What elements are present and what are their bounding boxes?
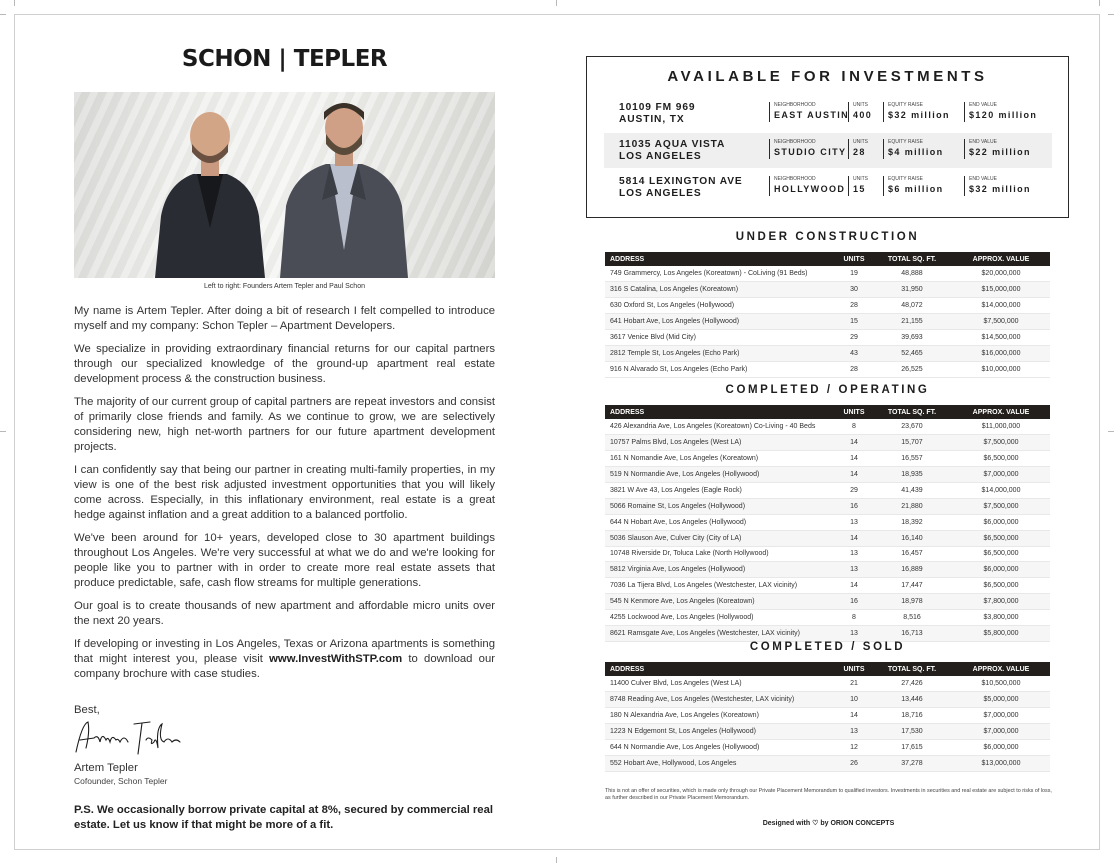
- value-cell: $6,000,000: [952, 562, 1050, 578]
- sqft-cell: 48,072: [872, 297, 952, 313]
- table-row: [605, 313, 1050, 329]
- investment-end-value: $32 million: [969, 184, 1031, 194]
- column-header-address: ADDRESS: [605, 662, 836, 676]
- sqft-cell: 16,140: [872, 530, 952, 546]
- units-cell: 13: [836, 723, 872, 739]
- address-cell: 1223 N Edgemont St, Los Angeles (Hollywood): [605, 723, 836, 739]
- units-cell: 8: [836, 419, 872, 434]
- crop-mark: [0, 14, 6, 15]
- brand-logo: SCHON | TEPLER: [181, 46, 388, 72]
- sqft-cell: 16,557: [872, 450, 952, 466]
- value-cell: $16,000,000: [952, 345, 1050, 361]
- under-construction-table: [605, 252, 1050, 378]
- sqft-cell: 52,465: [872, 345, 952, 361]
- investment-address: [619, 139, 725, 163]
- address-cell: 545 N Kenmore Ave, Los Angeles (Koreatown): [605, 594, 836, 610]
- crop-mark: [1099, 0, 1100, 6]
- investment-neighborhood-label: NEIGHBORHOOD: [774, 102, 816, 108]
- sqft-cell: 18,716: [872, 707, 952, 723]
- investment-end-cell: [964, 139, 1031, 159]
- intro-letter: [74, 304, 495, 690]
- column-header-sqft: TOTAL SQ. FT.: [872, 405, 952, 419]
- column-header-value: APPROX. VALUE: [952, 662, 1050, 676]
- table-row: [605, 594, 1050, 610]
- address-cell: 161 N Nomandie Ave, Los Angeles (Koreatown): [605, 450, 836, 466]
- investment-neighborhood-cell: [769, 139, 846, 159]
- letter-paragraph: I can confidently say that being our partner in creating multi-family properties, in my view is one of the best risk adjusted investment opportunities that you will likely come across. Especially, in this inflationary environment, real estate is a great hedge against inflation and a great addition to a balanced portfolio.: [74, 464, 495, 521]
- sqft-cell: 18,392: [872, 514, 952, 530]
- column-header-units: UNITS: [836, 252, 872, 266]
- crop-mark: [1108, 14, 1114, 15]
- address-cell: 644 N Normandie Ave, Los Angeles (Hollywood): [605, 739, 836, 755]
- address-cell: 5812 Virginia Ave, Los Angeles (Hollywood): [605, 562, 836, 578]
- investment-address-line: 10109 FM 969: [619, 102, 696, 113]
- investment-end-value: $22 million: [969, 147, 1031, 157]
- units-cell: 28: [836, 297, 872, 313]
- table-row: [605, 626, 1050, 642]
- value-cell: $6,500,000: [952, 450, 1050, 466]
- units-cell: 28: [836, 361, 872, 377]
- investment-city-line: LOS ANGELES: [619, 151, 702, 162]
- letter-paragraph: We specialize in providing extraordinary financial returns for our capital partners through our specialized knowledge of the ground-up apartment real estate development process & the construction business.: [74, 343, 495, 385]
- table-row: [605, 281, 1050, 297]
- column-header-sqft: TOTAL SQ. FT.: [872, 662, 952, 676]
- table-row: [605, 739, 1050, 755]
- investment-units-value: 15: [853, 184, 866, 194]
- completed-sold-table: [605, 662, 1050, 772]
- sqft-cell: 48,888: [872, 266, 952, 281]
- sqft-cell: 39,693: [872, 329, 952, 345]
- address-cell: 10757 Palms Blvd, Los Angeles (West LA): [605, 434, 836, 450]
- column-header-units: UNITS: [836, 405, 872, 419]
- investment-units-label: UNITS: [853, 139, 868, 145]
- units-cell: 14: [836, 466, 872, 482]
- units-cell: 8: [836, 610, 872, 626]
- investment-row: [604, 170, 1052, 205]
- letter-paragraph: My name is Artem Tepler. After doing a bit of research I felt compelled to introduce myself and my company: Schon Tepler – Apartment Developers.: [74, 305, 495, 332]
- value-cell: $13,000,000: [952, 755, 1050, 771]
- value-cell: $7,800,000: [952, 594, 1050, 610]
- value-cell: $7,000,000: [952, 466, 1050, 482]
- address-cell: 316 S Catalina, Los Angeles (Koreatown): [605, 281, 836, 297]
- investment-neighborhood-value: STUDIO CITY: [774, 147, 847, 157]
- value-cell: $10,000,000: [952, 361, 1050, 377]
- sqft-cell: 23,670: [872, 419, 952, 434]
- photo-caption: Left to right: Founders Artem Tepler and Paul Schon: [204, 283, 365, 290]
- address-cell: 644 N Hobart Ave, Los Angeles (Hollywood): [605, 514, 836, 530]
- address-cell: 5066 Romaine St, Los Angeles (Hollywood): [605, 498, 836, 514]
- investment-row: [604, 96, 1052, 131]
- investment-units-label: UNITS: [853, 176, 868, 182]
- investment-equity-value: $4 million: [888, 147, 944, 157]
- table-row: [605, 450, 1050, 466]
- investment-address: [619, 102, 696, 126]
- value-cell: $7,000,000: [952, 723, 1050, 739]
- table-row: [605, 723, 1050, 739]
- value-cell: $7,500,000: [952, 434, 1050, 450]
- table-row: [605, 329, 1050, 345]
- investment-equity-value: $32 million: [888, 110, 950, 120]
- completed-sold-title: COMPLETED / SOLD: [749, 641, 906, 653]
- sqft-cell: 15,707: [872, 434, 952, 450]
- investment-row: [604, 133, 1052, 168]
- table-row: [605, 434, 1050, 450]
- investment-neighborhood-cell: [769, 102, 849, 122]
- investment-units-label: UNITS: [853, 102, 868, 108]
- table-row: [605, 361, 1050, 377]
- table-header-row: [605, 405, 1050, 419]
- crop-mark: [556, 0, 557, 6]
- address-cell: 519 N Normandie Ave, Los Angeles (Hollywood): [605, 466, 836, 482]
- investment-address-line: 5814 LEXINGTON AVE: [619, 176, 743, 187]
- address-cell: 552 Hobart Ave, Hollywood, Los Angeles: [605, 755, 836, 771]
- units-cell: 14: [836, 578, 872, 594]
- investment-address-line: 11035 AQUA VISTA: [619, 139, 726, 150]
- value-cell: $5,000,000: [952, 691, 1050, 707]
- investment-units-cell: [848, 139, 868, 159]
- investment-equity-label: EQUITY RAISE: [888, 139, 923, 145]
- address-cell: 10748 Riverside Dr, Toluca Lake (North Hollywood): [605, 546, 836, 562]
- signature: [72, 718, 184, 758]
- investment-equity-cell: [883, 139, 944, 159]
- units-cell: 16: [836, 594, 872, 610]
- value-cell: $15,000,000: [952, 281, 1050, 297]
- investment-neighborhood-label: NEIGHBORHOOD: [774, 139, 816, 145]
- sqft-cell: 31,950: [872, 281, 952, 297]
- investment-end-label: END VALUE: [969, 139, 997, 145]
- sqft-cell: 21,155: [872, 313, 952, 329]
- investment-equity-label: EQUITY RAISE: [888, 176, 923, 182]
- address-cell: 749 Grammercy, Los Angeles (Koreatown) - CoLiving (91 Beds): [605, 266, 836, 281]
- investment-city-line: LOS ANGELES: [619, 188, 702, 199]
- sqft-cell: 16,457: [872, 546, 952, 562]
- value-cell: $10,500,000: [952, 676, 1050, 691]
- investment-address: [619, 176, 743, 200]
- column-header-sqft: TOTAL SQ. FT.: [872, 252, 952, 266]
- units-cell: 26: [836, 755, 872, 771]
- value-cell: $6,500,000: [952, 530, 1050, 546]
- sqft-cell: 27,426: [872, 676, 952, 691]
- crop-mark: [556, 857, 557, 863]
- founder-right-figure: [274, 100, 414, 278]
- units-cell: 29: [836, 482, 872, 498]
- sqft-cell: 41,439: [872, 482, 952, 498]
- letter-paragraph: Our goal is to create thousands of new apartment and affordable micro units over the next 20 years.: [74, 600, 495, 627]
- crop-mark: [14, 0, 15, 6]
- table-row: [605, 345, 1050, 361]
- website-link[interactable]: www.InvestWithSTP.com: [269, 653, 403, 665]
- units-cell: 14: [836, 707, 872, 723]
- value-cell: $14,000,000: [952, 482, 1050, 498]
- investment-neighborhood-cell: [769, 176, 845, 196]
- table-row: [605, 482, 1050, 498]
- disclaimer: This is not an offer of securities, which is made only through our Private Placement Memorandum to qualified investors. Investments in securities and real estate are subject to risks of loss, as further described in our Private Placement Memorandum.: [605, 788, 1052, 801]
- investment-city-line: AUSTIN, TX: [619, 114, 685, 125]
- table-header-row: [605, 662, 1050, 676]
- value-cell: $7,500,000: [952, 313, 1050, 329]
- table-row: [605, 562, 1050, 578]
- column-header-address: ADDRESS: [605, 405, 836, 419]
- sqft-cell: 18,978: [872, 594, 952, 610]
- investment-units-value: 28: [853, 147, 866, 157]
- table-row: [605, 707, 1050, 723]
- address-cell: 426 Alexandria Ave, Los Angeles (Koreatown) Co-Living - 40 Beds: [605, 419, 836, 434]
- designed-text: Designed with: [762, 820, 811, 827]
- column-header-units: UNITS: [836, 662, 872, 676]
- letter-closing: Best,: [74, 704, 100, 716]
- column-header-address: ADDRESS: [605, 252, 836, 266]
- units-cell: 30: [836, 281, 872, 297]
- postscript: P.S. We occasionally borrow private capital at 8%, secured by commercial real estate. Let us know if that might be more of a fit.: [74, 804, 494, 831]
- table-row: [605, 514, 1050, 530]
- sqft-cell: 18,935: [872, 466, 952, 482]
- completed-operating-table: [605, 405, 1050, 642]
- value-cell: $14,000,000: [952, 297, 1050, 313]
- units-cell: 16: [836, 498, 872, 514]
- address-cell: 8621 Ramsgate Ave, Los Angeles (Westchester, LAX vicinity): [605, 626, 836, 642]
- letter-text: If developing or investing in Los Angeles, Texas or Arizona apartments is something that might interest you, please visit: [74, 638, 495, 665]
- investment-neighborhood-label: NEIGHBORHOOD: [774, 176, 816, 182]
- under-construction-title: UNDER CONSTRUCTION: [735, 231, 920, 243]
- address-cell: 916 N Alvarado St, Los Angeles (Echo Park): [605, 361, 836, 377]
- founders-photo: [74, 92, 495, 278]
- address-cell: 3617 Venice Blvd (Mid City): [605, 329, 836, 345]
- sqft-cell: 37,278: [872, 755, 952, 771]
- table-row: [605, 266, 1050, 281]
- table-row: [605, 419, 1050, 434]
- value-cell: $20,000,000: [952, 266, 1050, 281]
- heart-icon: ♡: [812, 820, 819, 827]
- value-cell: $6,500,000: [952, 578, 1050, 594]
- sqft-cell: 26,525: [872, 361, 952, 377]
- address-cell: 7036 La Tijera Blvd, Los Angeles (Westchester, LAX vicinity): [605, 578, 836, 594]
- investment-equity-label: EQUITY RAISE: [888, 102, 923, 108]
- units-cell: 43: [836, 345, 872, 361]
- investment-neighborhood-value: EAST AUSTIN: [774, 110, 850, 120]
- investment-units-cell: [848, 102, 872, 122]
- investment-end-value: $120 million: [969, 110, 1038, 120]
- signer-name: Artem Tepler: [74, 762, 138, 774]
- units-cell: 13: [836, 514, 872, 530]
- investment-equity-value: $6 million: [888, 184, 944, 194]
- units-cell: 13: [836, 562, 872, 578]
- address-cell: 2812 Temple St, Los Angeles (Echo Park): [605, 345, 836, 361]
- units-cell: 10: [836, 691, 872, 707]
- units-cell: 21: [836, 676, 872, 691]
- table-row: [605, 498, 1050, 514]
- address-cell: 630 Oxford St, Los Angeles (Hollywood): [605, 297, 836, 313]
- address-cell: 5036 Slauson Ave, Culver City (City of LA): [605, 530, 836, 546]
- table-row: [605, 530, 1050, 546]
- table-row: [605, 578, 1050, 594]
- available-investments-box: [586, 56, 1069, 218]
- founder-left-figure: [147, 108, 273, 278]
- address-cell: 4255 Lockwood Ave, Los Angeles (Hollywood): [605, 610, 836, 626]
- investment-equity-cell: [883, 176, 944, 196]
- sqft-cell: 16,713: [872, 626, 952, 642]
- value-cell: $5,800,000: [952, 626, 1050, 642]
- column-header-value: APPROX. VALUE: [952, 405, 1050, 419]
- units-cell: 12: [836, 739, 872, 755]
- letter-paragraph: [74, 637, 495, 682]
- address-cell: 180 N Alexandria Ave, Los Angeles (Koreatown): [605, 707, 836, 723]
- investment-end-cell: [964, 176, 1031, 196]
- investment-end-label: END VALUE: [969, 176, 997, 182]
- value-cell: $6,000,000: [952, 514, 1050, 530]
- column-header-value: APPROX. VALUE: [952, 252, 1050, 266]
- investment-end-label: END VALUE: [969, 102, 997, 108]
- table-row: [605, 755, 1050, 771]
- sqft-cell: 17,447: [872, 578, 952, 594]
- sqft-cell: 17,530: [872, 723, 952, 739]
- units-cell: 14: [836, 450, 872, 466]
- value-cell: $7,000,000: [952, 707, 1050, 723]
- address-cell: 8748 Reading Ave, Los Angeles (Westchester, LAX vicinity): [605, 691, 836, 707]
- investment-equity-cell: [883, 102, 950, 122]
- units-cell: 14: [836, 530, 872, 546]
- completed-operating-title: COMPLETED / OPERATING: [725, 384, 930, 396]
- units-cell: 13: [836, 626, 872, 642]
- sqft-cell: 17,615: [872, 739, 952, 755]
- table-row: [605, 466, 1050, 482]
- value-cell: $3,800,000: [952, 610, 1050, 626]
- letter-paragraph: We've been around for 10+ years, developed close to 30 apartment buildings throughout Los Angeles. We're very successful at what we do and we're looking for people like you to partner with in order to create more real estate assets that produce predictable, safe, cash flow streams for multiple generations.: [74, 532, 495, 589]
- value-cell: $6,000,000: [952, 739, 1050, 755]
- units-cell: 13: [836, 546, 872, 562]
- table-row: [605, 297, 1050, 313]
- table-row: [605, 610, 1050, 626]
- value-cell: $14,500,000: [952, 329, 1050, 345]
- letter-paragraph: The majority of our current group of capital partners are repeat investors and consist of primarily close friends and family. As we continue to grow, we are selectively considering new, high net-worth partners for our future apartment development projects.: [74, 396, 495, 453]
- value-cell: $7,500,000: [952, 498, 1050, 514]
- table-row: [605, 691, 1050, 707]
- sqft-cell: 8,516: [872, 610, 952, 626]
- table-header-row: [605, 252, 1050, 266]
- sqft-cell: 13,446: [872, 691, 952, 707]
- investment-units-cell: [848, 176, 868, 196]
- letter-text: to download our company brochure with case studies.: [74, 653, 495, 680]
- address-cell: 641 Hobart Ave, Los Angeles (Hollywood): [605, 313, 836, 329]
- address-cell: 3821 W Ave 43, Los Angeles (Eagle Rock): [605, 482, 836, 498]
- crop-mark: [0, 431, 6, 432]
- designed-by-text: by ORION CONCEPTS: [820, 820, 895, 827]
- table-row: [605, 546, 1050, 562]
- units-cell: 29: [836, 329, 872, 345]
- address-cell: 11400 Culver Blvd, Los Angeles (West LA): [605, 676, 836, 691]
- signer-title: Cofounder, Schon Tepler: [74, 776, 168, 786]
- investment-units-value: 400: [853, 110, 873, 120]
- value-cell: $6,500,000: [952, 546, 1050, 562]
- sqft-cell: 21,880: [872, 498, 952, 514]
- investment-end-cell: [964, 102, 1037, 122]
- crop-mark: [1108, 431, 1114, 432]
- investment-neighborhood-value: HOLLYWOOD: [774, 184, 846, 194]
- sqft-cell: 16,889: [872, 562, 952, 578]
- table-row: [605, 676, 1050, 691]
- units-cell: 15: [836, 313, 872, 329]
- units-cell: 14: [836, 434, 872, 450]
- available-title: AVAILABLE FOR INVESTMENTS: [667, 68, 988, 85]
- designed-by: [605, 819, 1052, 827]
- units-cell: 19: [836, 266, 872, 281]
- value-cell: $11,000,000: [952, 419, 1050, 434]
